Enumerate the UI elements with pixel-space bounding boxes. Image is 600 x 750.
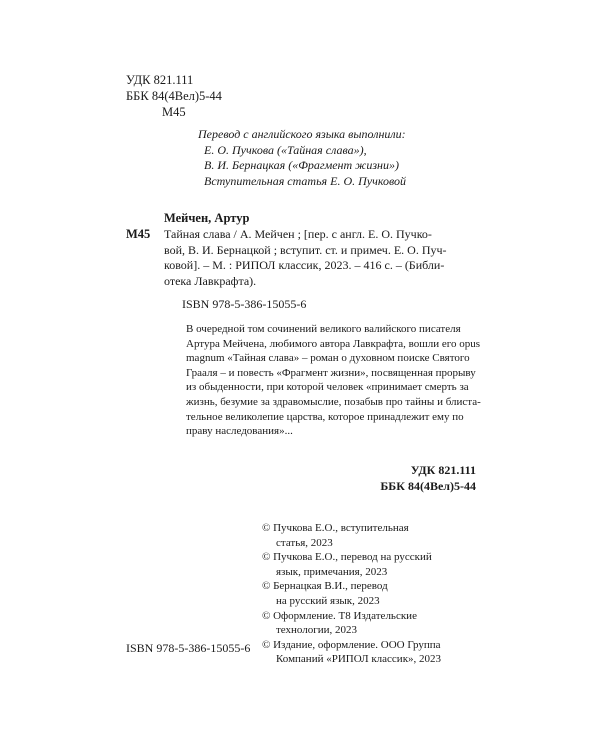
copyright-line: на русский язык, 2023 [276,594,380,607]
annotation-line: Грааля – и повесть «Фрагмент жизни», посвященная прорыву [186,366,476,379]
footer-isbn: ISBN 978-5-386-15055-6 [126,641,251,655]
translator-line: Е. О. Пучкова («Тайная слава»), [204,142,367,157]
annotation [186,322,481,439]
catalog-line: отека Лавкрафта). [164,273,257,288]
bbk-code: ББК 84(4Вел)5-44 [126,89,222,103]
annotation-line: В очередной том сочинений великого валийского писателя [186,323,461,335]
translators-heading: Перевод с английского языка выполнили: [198,127,406,141]
bbk-code-right: ББК 84(4Вел)5-44 [380,478,476,493]
annotation-line: жизнь, безумие за здравомыслие, позабыв про тайны и блиста- [186,395,481,408]
catalog-author: Мейчен, Артур [164,211,250,225]
translators-block [198,127,498,189]
udk-code-right: УДК 821.111 [410,463,476,477]
udk-code: УДК 821.111 [126,73,194,87]
catalog-mark: М45 [126,227,151,241]
codes-right [300,463,476,494]
catalog-line: вой, В. И. Бернацкой ; вступит. ст. и примеч. Е. О. Пуч- [164,242,447,257]
copyright-line: Компаний «РИПОЛ классик», 2023 [276,653,442,666]
annotation-line: Артура Мейчена, любимого автора Лавкрафта, вошли его opus [186,337,480,350]
catalog-line: Тайная слава / А. Мейчен ; [пер. с англ. Е. О. Пучко- [164,227,432,241]
copyright-line: © Оформление. Т8 Издательские [262,609,417,622]
copyright-line: © Бернацкая В.И., перевод [262,580,388,593]
annotation-line: magnum «Тайная слава» – роман о духовном поиске Святого [186,352,470,365]
classification-codes [126,72,222,120]
intro-author-line: Вступительная статья Е. О. Пучковой [204,173,407,188]
annotation-line: тельное великолепие царства, которое принадлежит ему по [186,410,464,423]
copyright-block [262,521,482,667]
copyright-line: статья, 2023 [276,536,333,549]
catalog-isbn: ISBN 978-5-386-15055-6 [182,297,307,311]
copyright-line: © Пучкова Е.О., перевод на русский [262,551,432,564]
catalog-description [164,227,466,289]
copyright-line: © Издание, оформление. ООО Группа [262,638,441,651]
catalog-line: ковой]. – М. : РИПОЛ классик, 2023. – 416 с. – (Библи- [164,258,445,273]
annotation-line: из обыденности, при которой человек «принимает смерть за [186,381,469,394]
copyright-line: технологии, 2023 [276,624,358,637]
copyright-line: © Пучкова Е.О., вступительная [262,522,409,534]
annotation-line: праву наследования»... [186,425,293,438]
copyright-line: язык, примечания, 2023 [276,565,388,578]
author-mark: М45 [162,105,186,119]
translator-line: В. И. Бернацкая («Фрагмент жизни») [204,158,399,173]
